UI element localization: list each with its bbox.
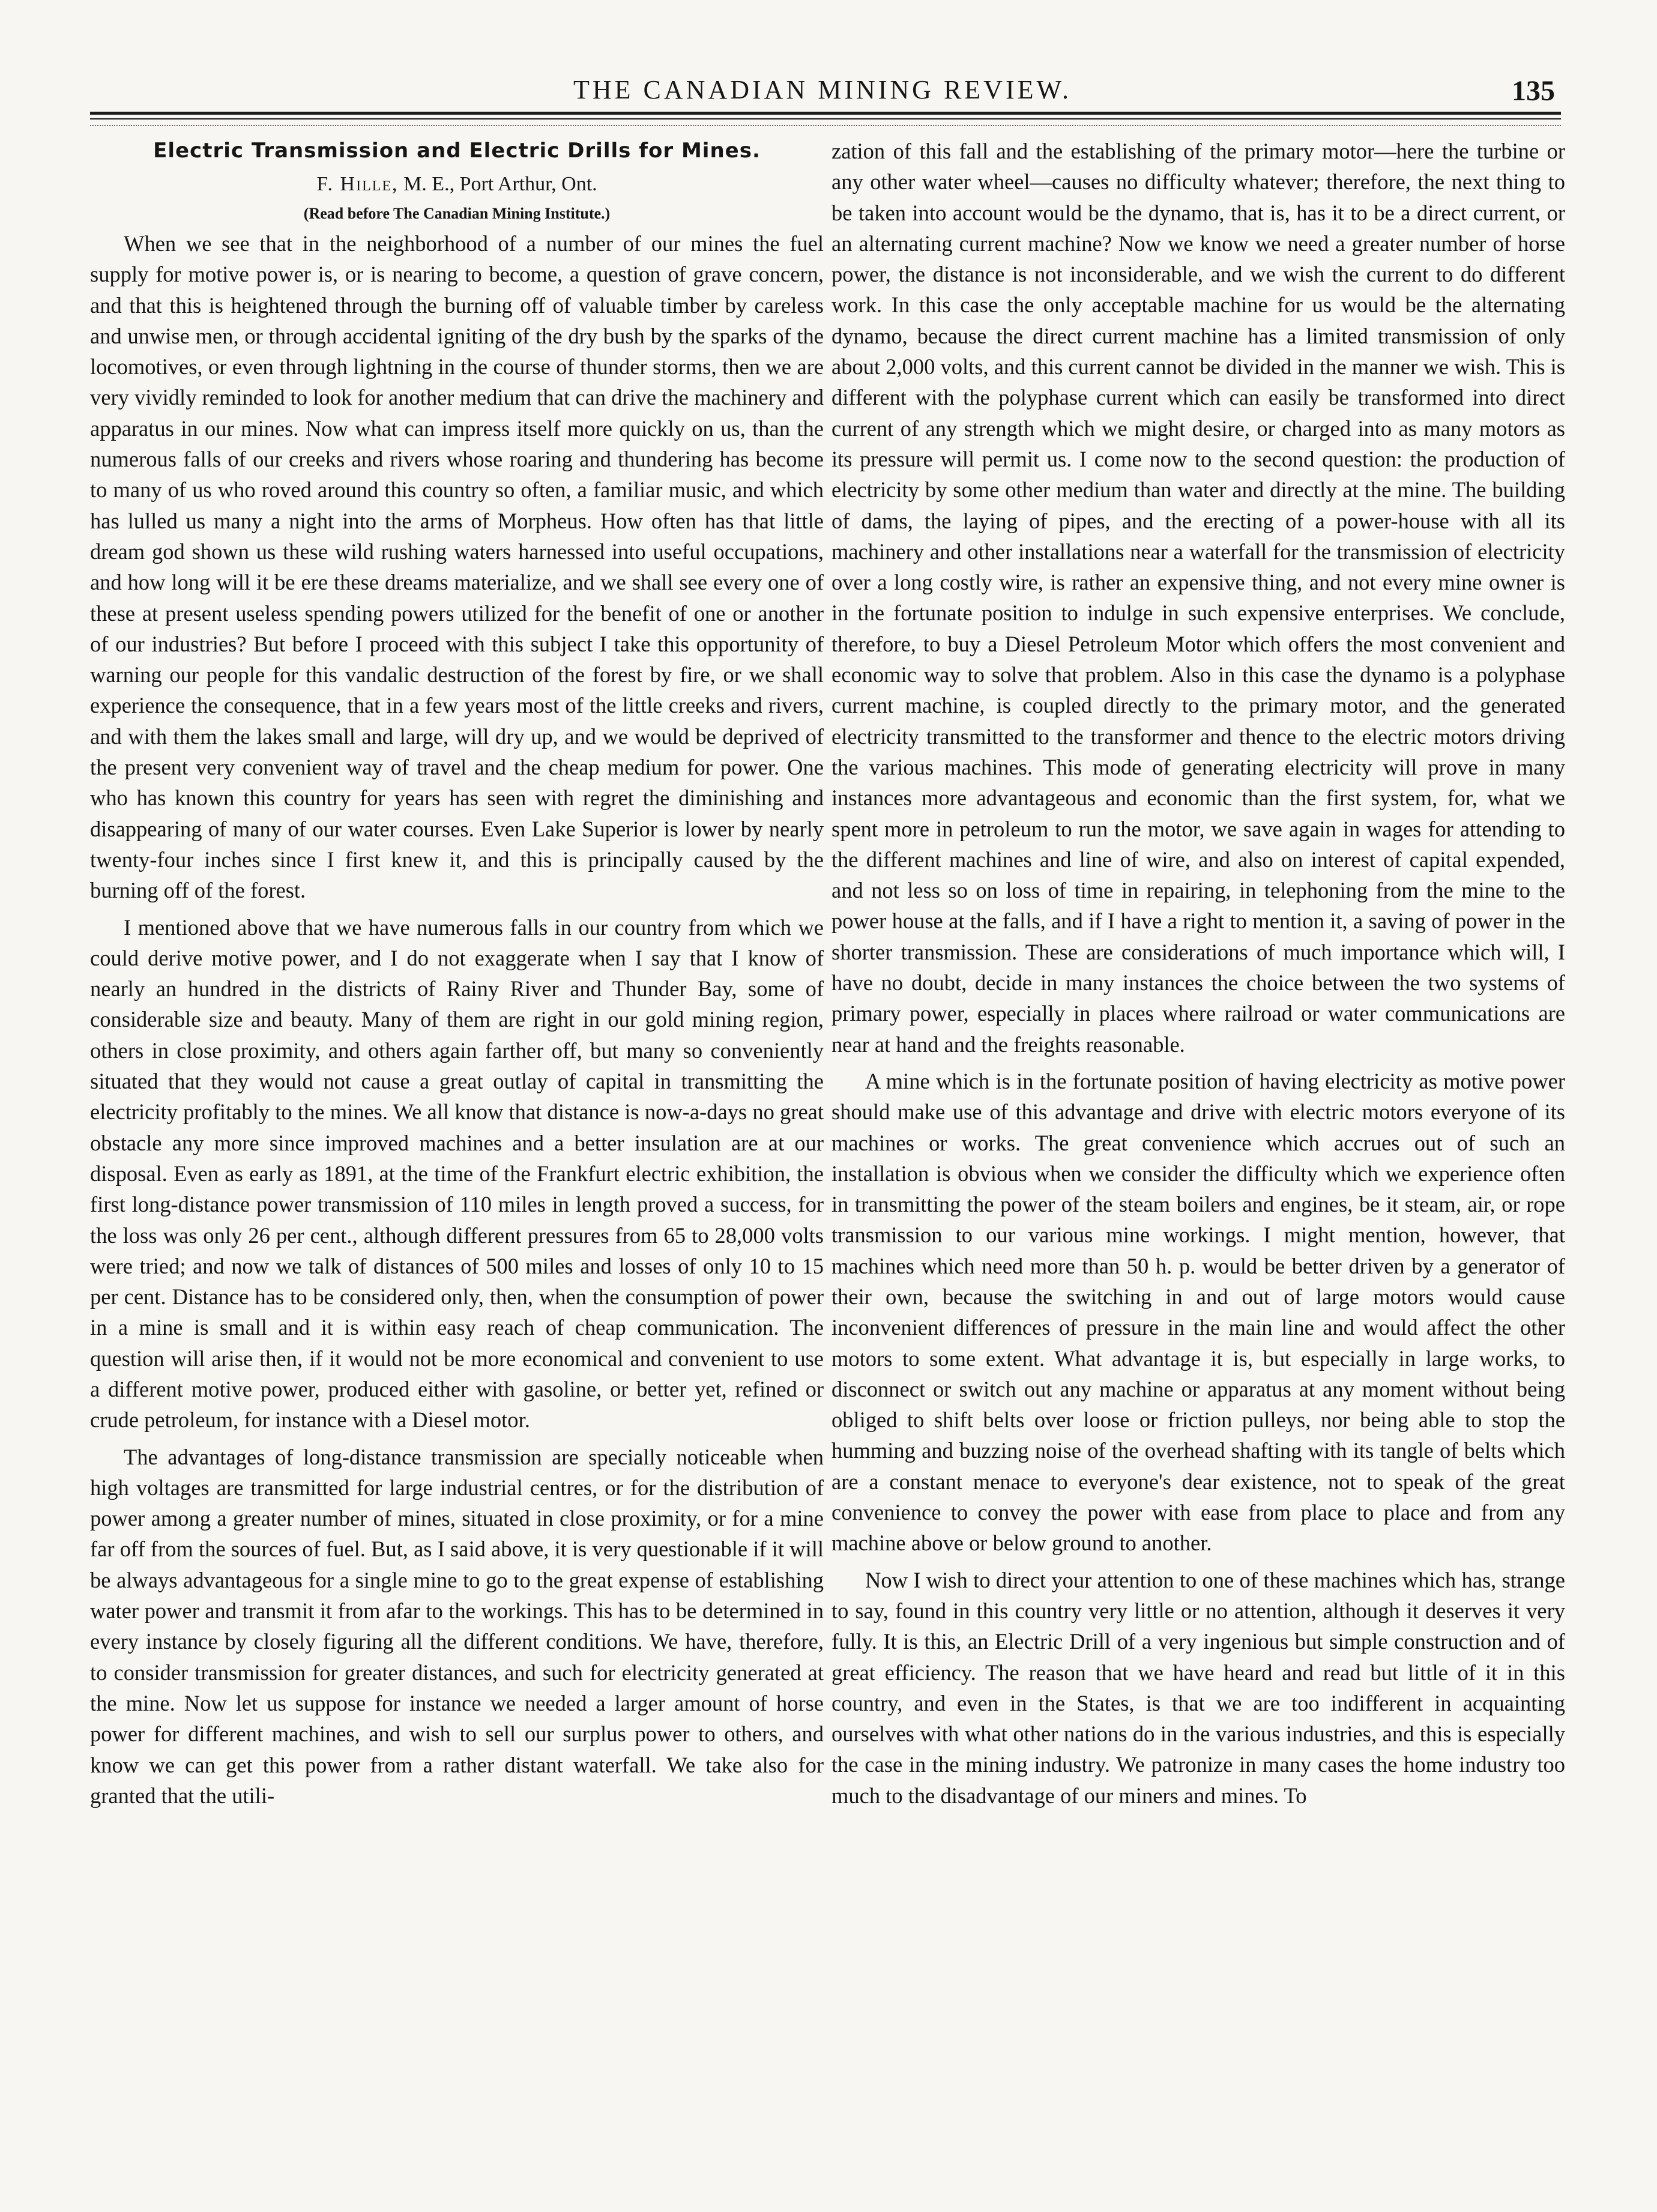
running-head bbox=[90, 71, 1555, 109]
journal-title: THE CANADIAN MINING REVIEW. bbox=[573, 75, 1072, 104]
paragraph: When we see that in the neighborhood of a number of our mines the fuel supply for motive power is, or is nearing to become, a question of grave concern, and that this is heightened through the burning off of valuable timber by careless and unwise men, or through accidental igniting of the dry bush by the sparks of the locomotives, or even through lightning in the course of thunder storms, then we are very vividly reminded to look for another medium that can drive the machinery and apparatus in our mines. Now what can impress itself more quickly on us, than the numerous falls of our creeks and rivers whose roaring and thundering has become to many of us who roved around this country so often, a familiar music, and which has lulled us many a night into the arms of Morpheus. How often has that little dream god shown us these wild rushing waters harnessed into useful occupations, and how long will it be ere these dreams materialize, and we shall see every one of these at present useless spending powers utilized for the benefit of one or another of our industries? But before I proceed with this subject I take this opportunity of warning our people for this vandalic destruction of the forest by fire, or we shall experience the consequence, that in a few years most of the little creeks and rivers, and with them the lakes small and large, will dry up, and we would be deprived of the present very convenient way of travel and the cheap medium for power. One who has known this country for years has seen with regret the diminishing and disappearing of many of our water courses. Even Lake Superior is lower by nearly twenty-four inches since I first knew it, and this is principally caused by the burning off of the forest. bbox=[90, 231, 824, 903]
paragraph: A mine which is in the fortunate position of having electricity as motive power should make use of this advantage and drive with electric motors everyone of its machines or works. The great convenience which accrues out of such an installation is obvious when we consider the difficulty which we experience often in transmitting the power of the steam boilers and engines, be it steam, air, or rope transmission to our various mine workings. I might mention, however, that machines which need more than 50 h. p. would be better driven by a generator of their own, because the switching in and out of large motors would cause inconvenient differences of pressure in the main line and would affect the other motors to some extent. What advantage it is, but especially in large works, to disconnect or switch out any machine or apparatus at any moment without being obliged to shift belts over loose or friction pulleys, nor being able to stop the humming and buzzing noise of the overhead shafting with its tangle of belts which are a constant menace to everyone's dear existence, not to speak of the great convenience to convey the power with ease from place to place and from any machine above or below ground to another. bbox=[832, 1068, 1565, 1556]
header-rule-dotted bbox=[90, 125, 1561, 126]
paragraph: The advantages of long-distance transmission are specially noticeable when high voltages are transmitted for large industrial centres, or for the distribution of power among a greater number of mines, situated in close proximity, or for a mine far off from the sources of fuel. But, as I said above, it is very questionable if it will be always advantageous for a single mine to go to the great expense of establishing water power and transmit it from afar to the workings. This has to be determined in every instance by closely figuring all the different conditions. We have, therefore, to consider transmission for greater distances, and such for electricity generated at the mine. Now let us suppose for instance we needed a larger amount of horse power for different machines, and wish to sell our surplus power to others, and know we can get this power from a rather distant waterfall. We take also for granted that the utili- bbox=[90, 1444, 824, 1808]
article-note: (Read before The Canadian Mining Institute.) bbox=[303, 205, 611, 222]
paragraph: Now I wish to direct your attention to one of these machines which has, strange to say, found in this country very little or no attention, although it deserves it very fully. It is this, an Electric Drill of a very ingenious but simple construction and of great efficiency. The reason that we have heard and read but little of it in this country, and even in the States, is that we are too indifferent in acquainting ourselves with what other nations do in the various industries, and this is especially the case in the mining industry. We patronize in many cases the home industry too much to the disadvantage of our miners and mines. To bbox=[832, 1567, 1565, 1808]
article-byline bbox=[90, 171, 824, 198]
author-name: F. Hille, bbox=[316, 173, 399, 195]
left-column bbox=[90, 136, 824, 1811]
right-column bbox=[832, 136, 1565, 1811]
paragraph-continued: zation of this fall and the establishing of the primary motor—here the turbine or any other water wheel—causes no difficulty whatever; therefore, the next thing to be taken into account would be the dynamo, that is, has it to be a direct current, or an alternating current machine? Now we know we need a greater number of horse power, the distance is not inconsiderable, and we wish the current to do different work. In this case the only acceptable machine for us would be the alternating dynamo, because the direct current machine has a limited transmission of only about 2,000 volts, and this current cannot be divided in the manner we wish. This is different with the polyphase current which can easily be transformed into direct current of any strength which we might desire, or charged into as many motors as its pressure will permit us. I come now to the second question: the production of electricity by some other medium than water and directly at the mine. The building of dams, the laying of pipes, and the erecting of a power-house with all its machinery and other installations near a waterfall for the transmission of electricity over a long costly wire, is rather an expensive thing, and not every mine owner is in the fortunate position to indulge in such expensive enterprises. We conclude, therefore, to buy a Diesel Petroleum Motor which offers the most convenient and economic way to solve that problem. Also in this case the dynamo is a polyphase current machine, is coupled directly to the primary motor, and the generated electricity transmitted to the transformer and thence to the electric motors driving the various machines. This mode of generating electricity will prove in many instances more advantageous and economic than the first system, for, what we spent more in petroleum to run the motor, we save again in wages for attending to the different machines and line of wire, and also on interest of capital expended, and not less so on loss of time in repairing, in telephoning from the mine to the power house at the falls, and if I have a right to mention it, a saving of power in the shorter transmission. These are considerations of much importance which will, I have no doubt, decide in many instances the choice between the two systems of primary power, especially in places where railroad or water communications are near at hand and the freights reasonable. bbox=[832, 139, 1565, 1057]
article-title: Electric Transmission and Electric Drills for Mines. bbox=[153, 139, 761, 163]
page-number: 135 bbox=[1512, 75, 1555, 107]
header-rule bbox=[90, 112, 1561, 115]
author-credentials: M. E., Port Arthur, Ont. bbox=[398, 173, 597, 195]
paragraph: I mentioned above that we have numerous falls in our country from which we could derive motive power, and I do not exaggerate when I say that I know of nearly an hundred in the districts of Rainy River and Thunder Bay, some of considerable size and beauty. Many of them are right in our gold mining region, others in close proximity, and others again farther off, but many so conveniently situated that they would not cause a great outlay of capital in transmitting the electricity profitably to the mines. We all know that distance is now-a-days no great obstacle any more since improved machines and a better insulation are at our disposal. Even as early as 1891, at the time of the Frankfurt electric exhibition, the first long-distance power transmission of 110 miles in length proved a success, for the loss was only 26 per cent., although different pressures from 65 to 28,000 volts were tried; and now we talk of distances of 500 miles and losses of only 10 to 15 per cent. Distance has to be considered only, then, when the consumption of power in a mine is small and it is within easy reach of cheap communication. The question will arise then, if it would not be more economical and convenient to use a different motive power, produced either with gasoline, or better yet, refined or crude petroleum, for instance with a Diesel motor. bbox=[90, 914, 824, 1433]
header-rule-thin bbox=[90, 118, 1561, 119]
